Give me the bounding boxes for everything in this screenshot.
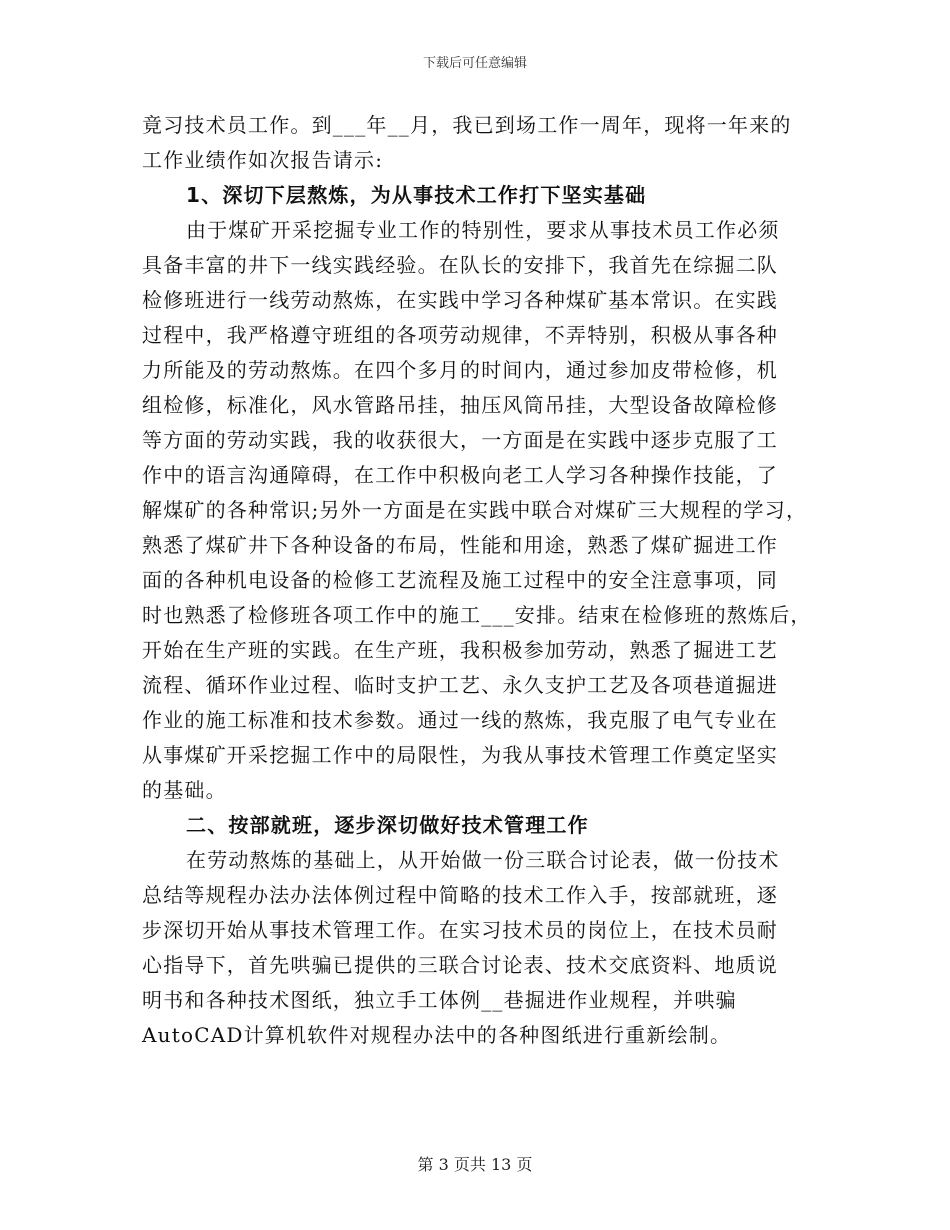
- body-line: 步深切开始从事技术管理工作。在实习技术员的岗位上，在技术员耐: [142, 918, 778, 942]
- body-line: 明书和各种技术图纸，独立手工体例__巷掘进作业规程，并哄骗: [142, 988, 737, 1012]
- body-line: 的基础。: [142, 778, 227, 802]
- body-line: 工作业绩作如次报告请示:: [142, 148, 384, 172]
- paragraph-start: 由于煤矿开采挖掘专业工作的特别性，要求从事技术员工作必须: [186, 218, 780, 242]
- body-line: 具备丰富的井下一线实践经验。在队长的安排下，我首先在综掘二队: [142, 253, 778, 277]
- body-line: 作业的施工标准和技术参数。通过一线的熬炼，我克服了电气专业在: [142, 708, 778, 732]
- body-line: 总结等规程办法办法体例过程中简略的技术工作入手，按部就班，逐: [142, 883, 778, 907]
- body-line: 时也熟悉了检修班各项工作中的施工___安排。结束在检修班的熬炼后，: [142, 603, 812, 627]
- body-line: 面的各种机电设备的检修工艺流程及施工过程中的安全注意事项，同: [142, 568, 778, 592]
- body-line: 流程、循环作业过程、临时支护工艺、永久支护工艺及各项巷道掘进: [142, 673, 778, 697]
- body-line: 等方面的劳动实践，我的收获很大，一方面是在实践中逐步克服了工: [142, 428, 778, 452]
- body-line: 检修班进行一线劳动熬炼，在实践中学习各种煤矿基本常识。在实践: [142, 288, 778, 312]
- body-line: 解煤矿的各种常识;另外一方面是在实践中联合对煤矿三大规程的学习，: [142, 498, 808, 522]
- page-header: 下载后可任意编辑: [422, 56, 527, 71]
- section-heading-2: 二、按部就班，逐步深切做好技术管理工作: [186, 813, 589, 837]
- body-line: 心指导下，首先哄骗已提供的三联合讨论表、技术交底资料、地质说: [142, 953, 778, 977]
- document-body: [142, 108, 822, 1053]
- body-line: 竟习技术员工作。到___年__月，我已到场工作一周年，现将一年来的: [142, 113, 792, 137]
- section-heading-1: 1、深切下层熬炼，为从事技术工作打下坚实基础: [186, 183, 647, 207]
- body-line: 从事煤矿开采挖掘工作中的局限性，为我从事技术管理工作奠定坚实: [142, 743, 778, 767]
- page-footer: 第 3 页共 13 页: [417, 1155, 533, 1174]
- body-line: 力所能及的劳动熬炼。在四个多月的时间内，通过参加皮带检修，机: [142, 358, 778, 382]
- body-line: 过程中，我严格遵守班组的各项劳动规律，不弄特别，积极从事各种: [142, 323, 778, 347]
- body-line: 组检修，标准化，风水管路吊挂，抽压风筒吊挂，大型设备故障检修: [142, 393, 778, 417]
- body-line: 开始在生产班的实践。在生产班，我积极参加劳动，熟悉了掘进工艺: [142, 638, 778, 662]
- body-line: 作中的语言沟通障碍，在工作中积极向老工人学习各种操作技能，了: [142, 463, 778, 487]
- body-line: 熟悉了煤矿井下各种设备的布局，性能和用途，熟悉了煤矿掘进工作: [142, 533, 778, 557]
- body-line: AutoCAD计算机软件对规程办法中的各种图纸进行重新绘制。: [142, 1023, 732, 1047]
- paragraph-start: 在劳动熬炼的基础上，从开始做一份三联合讨论表，做一份技术: [186, 848, 780, 872]
